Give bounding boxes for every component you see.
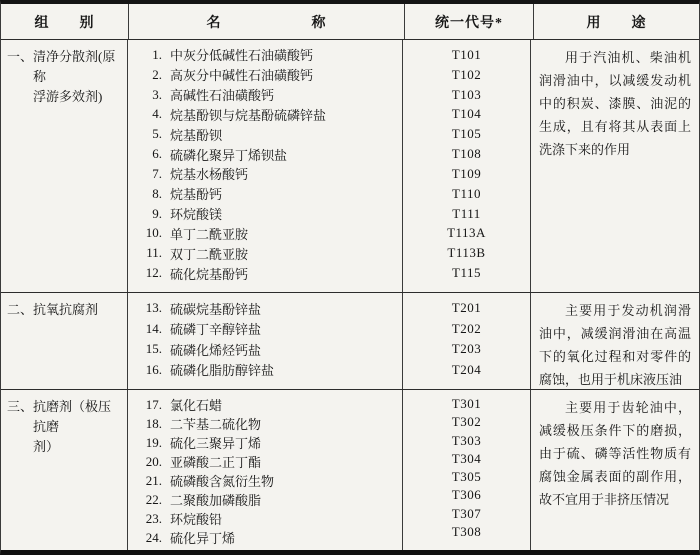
- group-number: 三、: [7, 399, 34, 414]
- item-code: T204: [451, 361, 482, 377]
- usage-cell: [531, 40, 699, 292]
- header-name-column: 名 称: [129, 4, 405, 39]
- item-name: 硫磷化聚异丁烯钡盐: [170, 147, 288, 163]
- group-label-line: 抗磨剂（极压抗磨: [33, 399, 112, 434]
- item-row: [136, 319, 400, 340]
- item-row: [136, 105, 400, 125]
- item-number: 10.: [145, 225, 162, 241]
- usage-cell: [531, 293, 699, 389]
- item-code: T115: [452, 265, 481, 281]
- item-name: 亚磷酸二正丁酯: [170, 455, 262, 470]
- header-code-column: 统一代号*: [405, 4, 534, 39]
- item-row: [136, 243, 400, 263]
- item-row: [136, 298, 400, 319]
- item-name: 硫化三聚异丁烯: [170, 436, 262, 451]
- group-label: [33, 47, 123, 292]
- item-number: 1.: [152, 46, 162, 62]
- item-row: [136, 65, 400, 85]
- item-name: 二聚酸加磷酸脂: [170, 493, 262, 508]
- item-name: 硫化烷基酚钙: [170, 266, 249, 282]
- item-row: [136, 433, 400, 452]
- group-label-line: 剂）: [33, 439, 60, 454]
- item-code: T301: [451, 396, 482, 412]
- item-row: [136, 509, 400, 528]
- item-number: 11.: [146, 245, 162, 261]
- item-number: 2.: [152, 66, 162, 82]
- item-code: T307: [451, 505, 482, 521]
- item-number: 20.: [145, 453, 162, 469]
- group-label: [33, 397, 123, 550]
- item-code: T302: [451, 414, 482, 430]
- item-row: [136, 452, 400, 471]
- header-usage-column: 用 途: [586, 15, 647, 31]
- group-label-cell: [1, 293, 128, 389]
- item-code: T103: [451, 86, 482, 102]
- group-row: [1, 390, 699, 550]
- usage-text: 主要用于齿轮油中，减缓极压条件下的磨损，由于硫、磷等活性物质有腐蚀金属表面的副作用，故不宜用于非挤压情况: [539, 400, 691, 507]
- item-number: 8.: [152, 185, 162, 201]
- item-number: 6.: [152, 146, 162, 162]
- item-number: 4.: [152, 106, 162, 122]
- item-code: T304: [451, 450, 482, 466]
- item-row: [136, 490, 400, 509]
- table-header-row: [1, 4, 699, 40]
- group-row: [1, 293, 699, 390]
- usage-cell: [531, 390, 699, 550]
- item-code: T104: [451, 106, 482, 122]
- item-code: T202: [451, 320, 482, 336]
- group-label-cell: [1, 40, 128, 292]
- item-name: 双丁二酰亚胺: [170, 246, 249, 262]
- item-name: 环烷酸镁: [170, 207, 223, 223]
- item-row: [136, 263, 400, 283]
- name-list-cell: [128, 293, 403, 389]
- item-number: 7.: [152, 165, 162, 181]
- item-name: 烷基酚钡: [170, 127, 223, 143]
- item-number: 3.: [152, 86, 162, 102]
- table-body: [1, 40, 699, 550]
- item-number: 16.: [145, 361, 162, 377]
- name-list-cell: [128, 40, 403, 292]
- item-name: 氯化石蜡: [170, 398, 223, 413]
- item-row: [136, 360, 400, 381]
- item-number: 5.: [152, 126, 162, 142]
- header-group-column: 组 别: [1, 4, 129, 39]
- item-row: [136, 528, 400, 547]
- item-name: 硫磷酸含氮衍生物: [170, 474, 275, 489]
- item-name: 单丁二酰亚胺: [170, 226, 249, 242]
- item-row: [136, 414, 400, 433]
- item-row: [136, 85, 400, 105]
- item-name: 烷基酚钙: [170, 187, 223, 203]
- item-row: [136, 164, 400, 184]
- item-number: 23.: [145, 510, 162, 526]
- group-row: [1, 40, 699, 293]
- item-name: 环烷酸铅: [170, 512, 223, 527]
- item-number: 14.: [145, 320, 162, 336]
- item-row: [136, 224, 400, 244]
- item-number: 24.: [145, 529, 162, 545]
- item-name: 烷基水杨酸钙: [170, 167, 249, 183]
- usage-text: 用于汽油机、柴油机润滑油中，以减缓发动机中的积炭、漆膜、油泥的生成，且有将其从表面上洗涤下来的作用: [539, 50, 691, 157]
- item-code: T113B: [447, 245, 486, 261]
- item-code: T110: [452, 185, 481, 201]
- group-number: 一、: [7, 49, 34, 64]
- item-number: 21.: [145, 472, 162, 488]
- item-code: T102: [451, 66, 482, 82]
- item-name: 硫碳烷基酚锌盐: [170, 301, 262, 317]
- item-number: 15.: [145, 341, 162, 357]
- item-number: 19.: [145, 434, 162, 450]
- item-name: 中灰分低碱性石油磺酸钙: [170, 48, 314, 64]
- item-code: T303: [451, 432, 482, 448]
- item-row: [136, 204, 400, 224]
- item-number: 9.: [152, 205, 162, 221]
- item-code: T203: [451, 341, 482, 357]
- item-code: T108: [451, 146, 482, 162]
- item-name: 硫磷化烯烃钙盐: [170, 342, 262, 358]
- group-label-line: 清净分散剂(原称: [33, 49, 116, 84]
- item-code: T105: [451, 126, 482, 142]
- item-name: 二苄基二硫化物: [170, 417, 262, 432]
- item-code: T305: [451, 469, 482, 485]
- item-name: 高灰分中碱性石油磺酸钙: [170, 68, 314, 84]
- item-name: 硫磷化脂肪醇锌盐: [170, 363, 275, 379]
- item-number: 18.: [145, 415, 162, 431]
- item-code: T306: [451, 487, 482, 503]
- item-code: T308: [451, 523, 482, 539]
- name-list-cell: [128, 390, 403, 550]
- item-row: [136, 395, 400, 414]
- item-code: T113A: [447, 225, 486, 241]
- item-number: 13.: [145, 300, 162, 316]
- item-code: T111: [452, 205, 481, 221]
- group-label-line: 抗氧抗腐剂: [33, 302, 99, 317]
- item-code: T201: [451, 300, 482, 316]
- item-row: [136, 471, 400, 490]
- code-list-cell: [403, 40, 531, 292]
- item-row: [136, 339, 400, 360]
- item-row: [136, 184, 400, 204]
- code-list-cell: [403, 293, 531, 389]
- group-number: 二、: [7, 302, 34, 317]
- item-row: [136, 124, 400, 144]
- usage-text: 主要用于发动机润滑油中，减缓润滑油在高温下的氧化过程和对零件的腐蚀，也用于机床液压油: [539, 303, 691, 387]
- item-row: [136, 144, 400, 164]
- group-label-cell: [1, 390, 128, 550]
- item-code: T101: [451, 46, 482, 62]
- code-list-cell: [403, 390, 531, 550]
- item-name: 烷基酚钡与烷基酚硫磷锌盐: [170, 107, 327, 123]
- item-number: 12.: [145, 265, 162, 281]
- item-name: 硫磷丁辛醇锌盐: [170, 322, 262, 338]
- item-row: [136, 45, 400, 65]
- item-number: 17.: [145, 396, 162, 412]
- group-label: [33, 300, 123, 389]
- item-code: T109: [451, 165, 482, 181]
- item-name: 高碱性石油磺酸钙: [170, 88, 275, 104]
- item-number: 22.: [145, 491, 162, 507]
- item-name: 硫化异丁烯: [170, 531, 236, 546]
- group-label-line: 浮游多效剂): [33, 89, 103, 104]
